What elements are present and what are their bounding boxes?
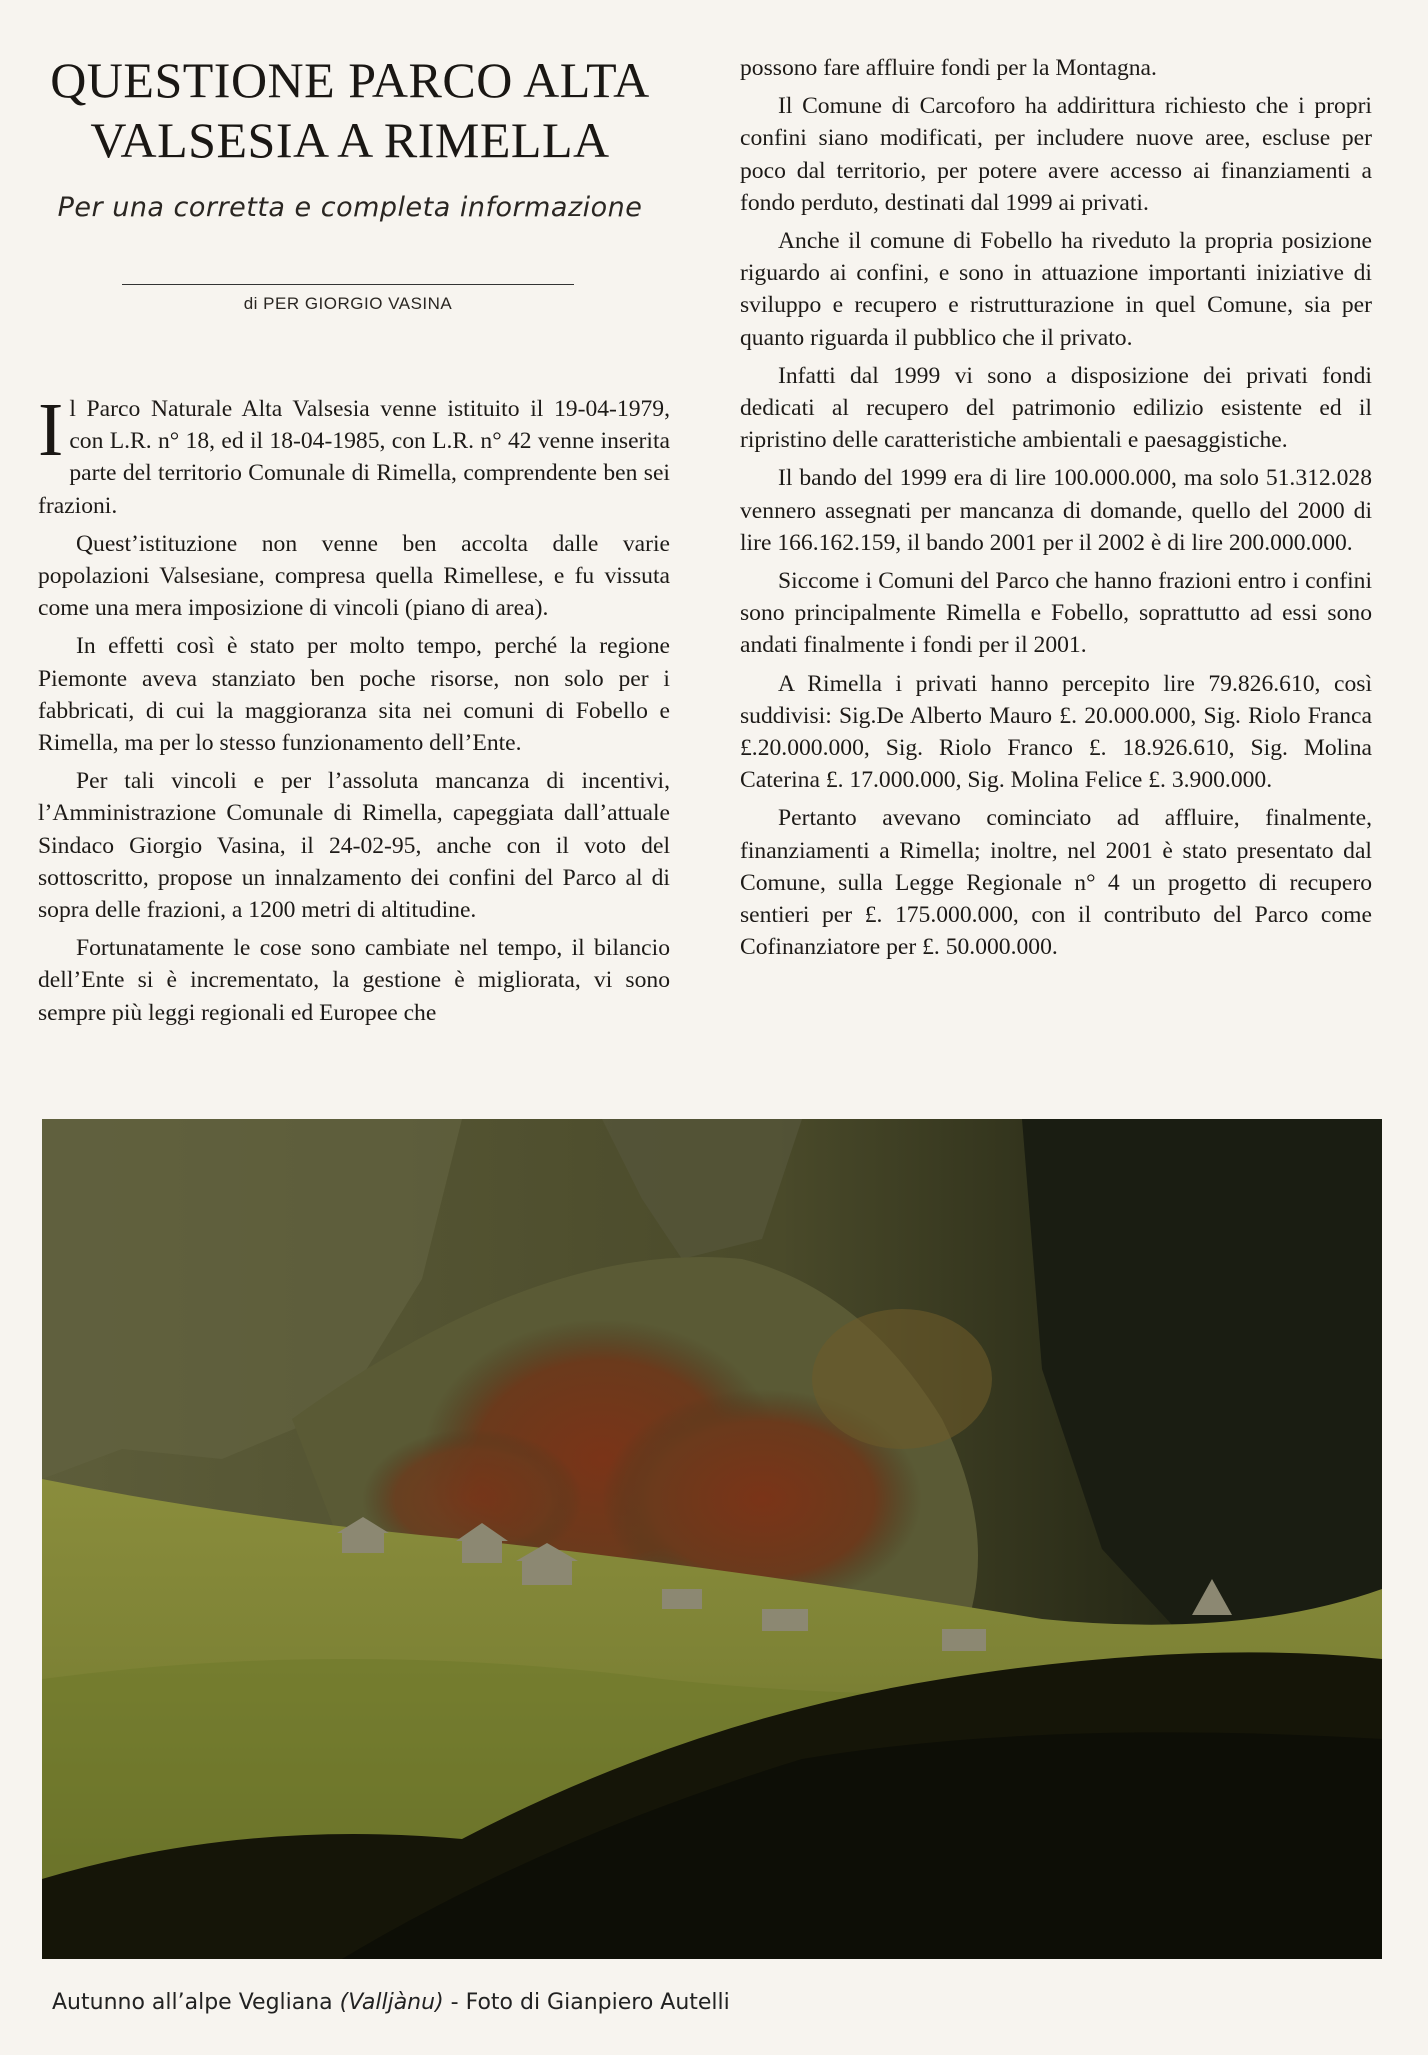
left-text-column — [38, 388, 670, 1035]
paragraph: possono fare affluire fondi per la Montagna. — [740, 55, 1157, 81]
article-title — [30, 50, 670, 170]
paragraph: Il Comune di Carcoforo ha addirittura richiesto che i propri confini siano modificati, per includere nuove aree, escluse per poco dal territorio, per potere avere accesso ai finanziamenti a fondo perduto, destinati dal 1999 ai privati. — [740, 93, 1372, 216]
paragraph: Infatti dal 1999 vi sono a disposizione dei privati fondi dedicati al recupero del patrimonio edilizio esistente ed il ripristino delle caratteristiche ambientali e paesaggistiche. — [740, 362, 1372, 454]
paragraph: Anche il comune di Fobello ha riveduto la propria posizione riguardo ai confini, e sono in attuazione importanti iniziative di sviluppo e recupero e ristrutturazione in quel Comune, sia per quanto riguarda il pubblico che il privato. — [740, 228, 1372, 351]
paragraph: A Rimella i privati hanno percepito lire 79.826.610, così suddivisi: Sig.De Alberto Mauro £. 20.000.000, Sig. Riolo Franca £.20.000.000, Sig. Riolo Franco £. 18.926.610, Sig. Molina Caterina £. 17.000.000, Sig. Molina Felice £. 3.900.000. — [740, 670, 1372, 794]
paragraph: Quest’istituzione non venne ben accolta dalle varie popolazioni Valsesiane, compresa quella Rimellese, e fu vissuta come una mera imposizione di vincoli (piano di area). — [38, 530, 670, 622]
right-text-column — [740, 52, 1372, 969]
paragraph: In effetti così è stato per molto tempo, perché la regione Piemonte aveva stanziato ben poche risorse, non solo per i fabbricati, di cui la maggioranza sita nei comuni di Fobello e Rimella, ma per lo stesso funzionamento dell’Ente. — [38, 633, 670, 757]
paragraph — [38, 388, 670, 522]
photo-caption — [52, 1990, 1352, 2015]
paragraph: Pertanto avevano cominciato ad affluire, finalmente, finanziamenti a Rimella; inoltre, nel 2001 è stato presentato dal Comune, sulla Legge Regionale n° 4 un progetto di recupero sentieri per £. 175.000.000, con il contributo del Parco come Cofinanziatore per £. 50.000.000. — [740, 805, 1372, 961]
title-line-2: VALSESIA A RIMELLA — [90, 112, 610, 168]
title-line-1: QUESTIONE PARCO ALTA — [50, 52, 650, 108]
paragraph: Siccome i Comuni del Parco che hanno frazioni entro i confini sono principalmente Rimella e Fobello, soprattutto ad essi sono andati finalmente i fondi per il 2001. — [740, 568, 1372, 659]
author-byline: di PER GIORGIO VASINA — [243, 294, 453, 313]
paragraph: Il bando del 1999 era di lire 100.000.000, ma solo 51.312.028 vennero assegnati per mancanza di domande, quello del 2000 di lire 166.162.159, il bando 2001 per il 2002 è di lire 200.000.000. — [740, 465, 1372, 556]
caption-italic: (Valljànu) — [339, 1990, 444, 2015]
title-divider — [122, 284, 574, 285]
caption-credit: - Foto di Gianpiero Autelli — [443, 1990, 730, 2015]
drop-cap: I — [38, 388, 64, 472]
paragraph-text: l Parco Naturale Alta Valsesia venne istituito il 19-04-1979, con L.R. n° 18, ed il 18-04-1985, con L.R. n° 42 venne inserita parte del territorio Comunale di Rimella, comprendente ben sei frazioni. — [38, 396, 670, 519]
paragraph: Fortunatamente le cose sono cambiate nel tempo, il bilancio dell’Ente si è incrementato, la gestione è migliorata, vi sono sempre più leggi regionali ed Europee che — [38, 935, 670, 1026]
paragraph: Per tali vincoli e per l’assoluta mancanza di incentivi, l’Amministrazione Comunale di Rimella, capeggiata dall’attuale Sindaco Giorgio Vasina, il 24-02-95, anche con il voto del sottoscritto, propose un innalzamento dei confini del Parco al di sopra delle frazioni, a 1200 metri di altitudine. — [38, 768, 670, 924]
landscape-photo — [42, 1119, 1382, 1959]
article-subtitle: Per una corretta e completa informazione — [57, 192, 643, 223]
caption-text: Autunno all’alpe Vegliana — [52, 1990, 340, 2015]
